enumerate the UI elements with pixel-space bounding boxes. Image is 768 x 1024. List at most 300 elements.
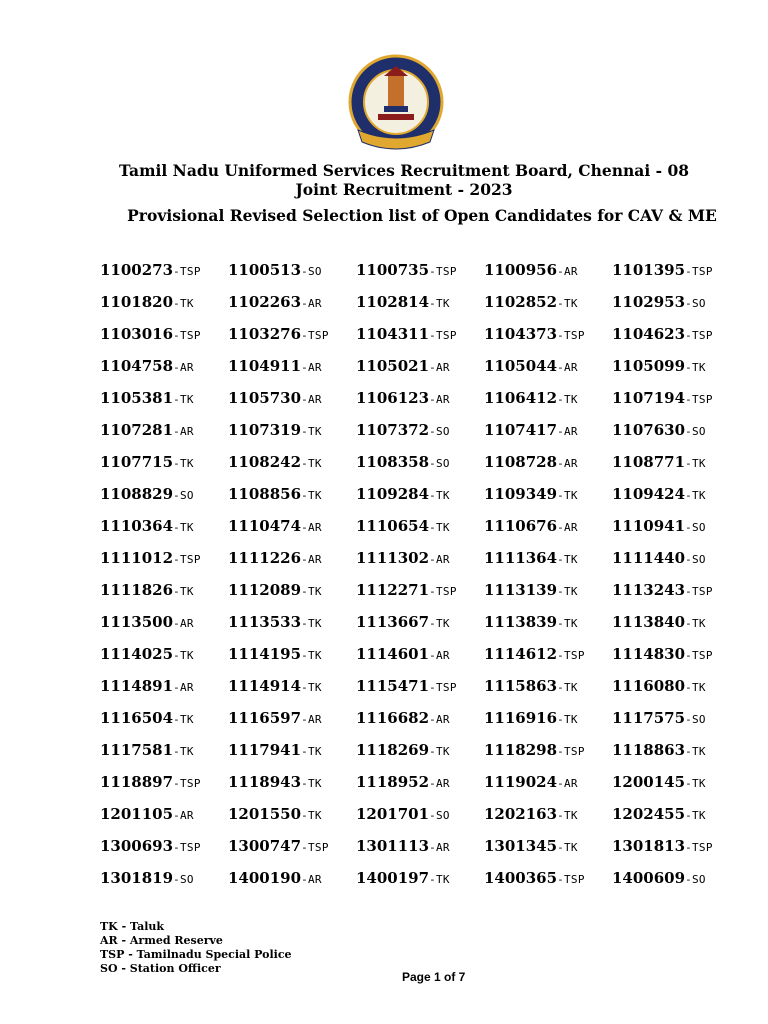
candidate-entry (100, 484, 228, 516)
candidate-entry (228, 388, 356, 420)
candidate-entry (228, 548, 356, 580)
unit-code: -AR (429, 649, 450, 662)
roll-number: 1107417 (484, 421, 558, 439)
unit-code: -TSP (301, 841, 329, 854)
candidate-entry (228, 836, 356, 868)
candidate-entry (612, 612, 730, 644)
candidate-entry (356, 292, 484, 324)
unit-code: -AR (173, 809, 194, 822)
candidate-entry (356, 772, 484, 804)
candidate-entry (228, 580, 356, 612)
candidate-entry (100, 292, 228, 324)
roll-number: 1110941 (612, 517, 686, 535)
roll-number: 1119024 (484, 773, 558, 791)
candidate-entry (100, 804, 228, 836)
roll-number: 1201550 (228, 805, 302, 823)
unit-code: -SO (429, 457, 450, 470)
candidate-entry (100, 388, 228, 420)
roll-number: 1111826 (100, 581, 174, 599)
roll-number: 1104311 (356, 325, 430, 343)
roll-number: 1117581 (100, 741, 174, 759)
roll-number: 1107630 (612, 421, 686, 439)
unit-code: -SO (173, 489, 194, 502)
roll-number: 1112271 (356, 581, 430, 599)
roll-number: 1114891 (100, 677, 174, 695)
roll-number: 1110676 (484, 517, 558, 535)
roll-number: 1116916 (484, 709, 558, 727)
roll-number: 1202163 (484, 805, 558, 823)
roll-number: 1104623 (612, 325, 686, 343)
candidate-entry (484, 676, 612, 708)
unit-code: -TK (429, 873, 450, 886)
candidate-entry (228, 644, 356, 676)
unit-code: -AR (557, 777, 578, 790)
candidate-entry (356, 708, 484, 740)
unit-code: -TK (301, 617, 322, 630)
unit-code: -AR (557, 361, 578, 374)
roll-number: 1114601 (356, 645, 430, 663)
candidate-entry (612, 676, 730, 708)
unit-code: -TK (557, 489, 578, 502)
candidate-entry (612, 484, 730, 516)
candidate-entry (100, 580, 228, 612)
unit-code: -TSP (685, 393, 713, 406)
unit-code: -TK (685, 361, 706, 374)
tnusrb-emblem-logo (344, 52, 448, 156)
roll-number: 1104911 (228, 357, 302, 375)
candidate-entry (228, 260, 356, 292)
roll-number: 1100956 (484, 261, 558, 279)
candidate-entry (484, 324, 612, 356)
roll-number: 1102852 (484, 293, 558, 311)
candidate-entry (228, 452, 356, 484)
roll-number: 1105021 (356, 357, 430, 375)
roll-number: 1106412 (484, 389, 558, 407)
unit-code: -TK (301, 425, 322, 438)
candidate-entry (484, 804, 612, 836)
roll-number: 1100273 (100, 261, 174, 279)
unit-code: -AR (429, 841, 450, 854)
candidate-entry (356, 452, 484, 484)
candidate-entry (484, 868, 612, 900)
candidate-entry (484, 356, 612, 388)
candidate-entry (612, 420, 730, 452)
unit-code: -SO (685, 297, 706, 310)
candidate-entry (612, 516, 730, 548)
roll-number: 1118298 (484, 741, 558, 759)
roll-number: 1102263 (228, 293, 302, 311)
unit-code: -TSP (685, 265, 713, 278)
roll-number: 1102953 (612, 293, 686, 311)
candidate-entry (100, 644, 228, 676)
roll-number: 1107715 (100, 453, 174, 471)
unit-code: -TK (429, 521, 450, 534)
candidate-entry (100, 356, 228, 388)
unit-code: -TK (301, 457, 322, 470)
unit-code: -SO (685, 713, 706, 726)
candidate-entry (484, 612, 612, 644)
list-title: Provisional Revised Selection list of Open Candidates for CAV & ME (127, 206, 717, 225)
candidate-entry (484, 548, 612, 580)
candidate-entry (356, 804, 484, 836)
roll-number: 1301345 (484, 837, 558, 855)
roll-number: 1400190 (228, 869, 302, 887)
roll-number: 1400365 (484, 869, 558, 887)
roll-number: 1118269 (356, 741, 430, 759)
unit-code: -TSP (429, 329, 457, 342)
roll-number: 1110654 (356, 517, 430, 535)
candidate-entry (228, 868, 356, 900)
candidate-entry (356, 644, 484, 676)
unit-code: -TSP (557, 649, 585, 662)
candidate-entry (612, 836, 730, 868)
unit-code: -AR (557, 457, 578, 470)
unit-code: -TK (173, 393, 194, 406)
roll-number: 1105381 (100, 389, 174, 407)
unit-code: -AR (173, 425, 194, 438)
unit-code: -AR (557, 425, 578, 438)
roll-number: 1105044 (484, 357, 558, 375)
candidate-entry (356, 484, 484, 516)
candidate-entry (612, 324, 730, 356)
roll-number: 1105730 (228, 389, 302, 407)
candidate-entry (484, 420, 612, 452)
roll-number: 1104373 (484, 325, 558, 343)
unit-code: -TSP (685, 585, 713, 598)
roll-number: 1104758 (100, 357, 174, 375)
candidate-entry (612, 388, 730, 420)
candidate-entry (612, 804, 730, 836)
unit-code: -TSP (429, 681, 457, 694)
candidate-entry (484, 388, 612, 420)
roll-number: 1108242 (228, 453, 302, 471)
candidate-entry (100, 516, 228, 548)
roll-number: 1116504 (100, 709, 174, 727)
legend (100, 920, 292, 976)
candidate-entry (228, 612, 356, 644)
candidate-entry (228, 708, 356, 740)
roll-number: 1115471 (356, 677, 430, 695)
candidate-entry (612, 644, 730, 676)
candidate-entry (228, 420, 356, 452)
unit-code: -TK (685, 681, 706, 694)
roll-number: 1201701 (356, 805, 430, 823)
unit-code: -SO (685, 425, 706, 438)
roll-number: 1109284 (356, 485, 430, 503)
candidate-entry (100, 740, 228, 772)
page-number: Page 1 of 7 (402, 970, 466, 984)
roll-number: 1100513 (228, 261, 302, 279)
unit-code: -TK (557, 553, 578, 566)
unit-code: -TK (557, 713, 578, 726)
unit-code: -TK (173, 297, 194, 310)
roll-number: 1200145 (612, 773, 686, 791)
roll-number: 1111302 (356, 549, 430, 567)
roll-number: 1110364 (100, 517, 174, 535)
candidate-entry (228, 324, 356, 356)
unit-code: -AR (301, 297, 322, 310)
candidate-entry (100, 612, 228, 644)
unit-code: -AR (557, 265, 578, 278)
legend-tk: TK - Taluk (100, 920, 165, 933)
candidate-entry (484, 580, 612, 612)
roll-number: 1118952 (356, 773, 430, 791)
candidate-entry (612, 356, 730, 388)
unit-code: -AR (429, 361, 450, 374)
roll-number: 1114830 (612, 645, 686, 663)
candidate-entry (356, 356, 484, 388)
unit-code: -AR (301, 873, 322, 886)
candidate-entry (612, 868, 730, 900)
candidate-entry (356, 516, 484, 548)
candidate-entry (484, 292, 612, 324)
candidate-entry (228, 740, 356, 772)
unit-code: -TK (685, 745, 706, 758)
candidate-entry (100, 772, 228, 804)
roll-number: 1107194 (612, 389, 686, 407)
roll-number: 1300747 (228, 837, 302, 855)
roll-number: 1113139 (484, 581, 558, 599)
unit-code: -TK (685, 489, 706, 502)
unit-code: -TSP (301, 329, 329, 342)
candidate-entry (228, 484, 356, 516)
roll-number: 1108829 (100, 485, 174, 503)
unit-code: -TSP (685, 649, 713, 662)
unit-code: -TSP (557, 329, 585, 342)
roll-number: 1300693 (100, 837, 174, 855)
candidate-entry (356, 740, 484, 772)
unit-code: -AR (301, 521, 322, 534)
roll-number: 1116682 (356, 709, 430, 727)
unit-code: -TK (173, 585, 194, 598)
roll-number: 1109349 (484, 485, 558, 503)
candidate-entry (100, 452, 228, 484)
legend-so: SO - Station Officer (100, 962, 221, 975)
roll-number: 1117575 (612, 709, 686, 727)
roll-number: 1110474 (228, 517, 302, 535)
unit-code: -TSP (173, 841, 201, 854)
candidate-entry (100, 324, 228, 356)
roll-number: 1111364 (484, 549, 558, 567)
roll-number: 1106123 (356, 389, 430, 407)
candidate-entry (612, 740, 730, 772)
unit-code: -TSP (429, 265, 457, 278)
candidate-entry (100, 676, 228, 708)
unit-code: -TK (301, 745, 322, 758)
unit-code: -AR (429, 393, 450, 406)
roll-number: 1113840 (612, 613, 686, 631)
candidate-entry (228, 676, 356, 708)
unit-code: -TK (173, 745, 194, 758)
legend-ar: AR - Armed Reserve (100, 934, 223, 947)
unit-code: -TK (685, 777, 706, 790)
unit-code: -AR (301, 713, 322, 726)
unit-code: -SO (685, 873, 706, 886)
roll-number: 1107319 (228, 421, 302, 439)
board-title: Tamil Nadu Uniformed Services Recruitment Board, Chennai - 08 (118, 161, 690, 180)
roll-number: 1116080 (612, 677, 686, 695)
roll-number: 1301819 (100, 869, 174, 887)
unit-code: -AR (301, 553, 322, 566)
roll-number: 1301813 (612, 837, 686, 855)
candidate-entry (612, 580, 730, 612)
candidate-entry (484, 836, 612, 868)
roll-number: 1400609 (612, 869, 686, 887)
candidate-entry (356, 580, 484, 612)
candidate-entry (484, 644, 612, 676)
candidate-entry (484, 260, 612, 292)
roll-number: 1108358 (356, 453, 430, 471)
unit-code: -TK (173, 713, 194, 726)
candidate-entry (356, 676, 484, 708)
candidate-entry (356, 868, 484, 900)
roll-number: 1201105 (100, 805, 174, 823)
candidate-entry (484, 772, 612, 804)
unit-code: -TK (173, 521, 194, 534)
candidate-entry (484, 708, 612, 740)
roll-number: 1107372 (356, 421, 430, 439)
roll-number: 1108728 (484, 453, 558, 471)
unit-code: -TSP (173, 265, 201, 278)
candidate-entry (356, 260, 484, 292)
roll-number: 1112089 (228, 581, 302, 599)
roll-number: 1114025 (100, 645, 174, 663)
candidate-entry (612, 260, 730, 292)
candidate-entry (356, 548, 484, 580)
roll-number: 1113839 (484, 613, 558, 631)
candidate-entry (228, 772, 356, 804)
unit-code: -TK (429, 489, 450, 502)
roll-number: 1105099 (612, 357, 686, 375)
roll-number: 1109424 (612, 485, 686, 503)
roll-number: 1113667 (356, 613, 430, 631)
unit-code: -SO (685, 553, 706, 566)
unit-code: -TSP (685, 329, 713, 342)
unit-code: -AR (557, 521, 578, 534)
roll-number: 1103276 (228, 325, 302, 343)
unit-code: -TK (557, 809, 578, 822)
roll-number: 1111440 (612, 549, 686, 567)
unit-code: -TK (557, 617, 578, 630)
roll-number: 1114612 (484, 645, 558, 663)
roll-number: 1114195 (228, 645, 302, 663)
unit-code: -AR (173, 361, 194, 374)
roll-number: 1101820 (100, 293, 174, 311)
selection-list-grid (100, 260, 730, 900)
roll-number: 1118943 (228, 773, 302, 791)
unit-code: -TK (173, 649, 194, 662)
candidate-entry (484, 740, 612, 772)
candidate-entry (356, 612, 484, 644)
roll-number: 1101395 (612, 261, 686, 279)
unit-code: -TK (557, 681, 578, 694)
unit-code: -TSP (685, 841, 713, 854)
unit-code: -TK (301, 649, 322, 662)
unit-code: -SO (301, 265, 322, 278)
roll-number: 1103016 (100, 325, 174, 343)
unit-code: -TK (301, 681, 322, 694)
unit-code: -TSP (173, 553, 201, 566)
roll-number: 1202455 (612, 805, 686, 823)
unit-code: -SO (685, 521, 706, 534)
candidate-entry (356, 420, 484, 452)
unit-code: -TK (429, 745, 450, 758)
roll-number: 1114914 (228, 677, 302, 695)
roll-number: 1111226 (228, 549, 302, 567)
roll-number: 1118897 (100, 773, 174, 791)
roll-number: 1113533 (228, 613, 302, 631)
unit-code: -TK (429, 297, 450, 310)
unit-code: -TK (557, 585, 578, 598)
roll-number: 1118863 (612, 741, 686, 759)
candidate-entry (356, 388, 484, 420)
unit-code: -SO (429, 809, 450, 822)
candidate-entry (100, 868, 228, 900)
recruitment-title: Joint Recruitment - 2023 (295, 180, 513, 199)
unit-code: -TK (685, 457, 706, 470)
unit-code: -AR (173, 681, 194, 694)
legend-tsp: TSP - Tamilnadu Special Police (100, 948, 292, 961)
candidate-entry (612, 772, 730, 804)
unit-code: -TK (301, 809, 322, 822)
unit-code: -TK (685, 809, 706, 822)
unit-code: -AR (173, 617, 194, 630)
roll-number: 1400197 (356, 869, 430, 887)
candidate-entry (484, 452, 612, 484)
roll-number: 1111012 (100, 549, 174, 567)
unit-code: -TSP (557, 745, 585, 758)
candidate-entry (612, 292, 730, 324)
unit-code: -TK (557, 841, 578, 854)
roll-number: 1301113 (356, 837, 430, 855)
candidate-entry (228, 356, 356, 388)
candidate-entry (100, 420, 228, 452)
candidate-entry (228, 292, 356, 324)
unit-code: -TSP (173, 777, 201, 790)
unit-code: -TK (557, 297, 578, 310)
candidate-entry (100, 836, 228, 868)
unit-code: -AR (429, 777, 450, 790)
unit-code: -TK (685, 617, 706, 630)
unit-code: -SO (173, 873, 194, 886)
roll-number: 1107281 (100, 421, 174, 439)
unit-code: -TK (301, 489, 322, 502)
candidate-entry (612, 548, 730, 580)
unit-code: -SO (429, 425, 450, 438)
roll-number: 1102814 (356, 293, 430, 311)
roll-number: 1116597 (228, 709, 302, 727)
unit-code: -TSP (557, 873, 585, 886)
roll-number: 1108856 (228, 485, 302, 503)
unit-code: -TK (557, 393, 578, 406)
candidate-entry (100, 708, 228, 740)
candidate-entry (228, 804, 356, 836)
candidate-entry (100, 548, 228, 580)
unit-code: -TK (301, 777, 322, 790)
candidate-entry (356, 324, 484, 356)
candidate-entry (484, 516, 612, 548)
roll-number: 1113243 (612, 581, 686, 599)
unit-code: -TK (429, 617, 450, 630)
roll-number: 1100735 (356, 261, 430, 279)
unit-code: -TK (301, 585, 322, 598)
roll-number: 1117941 (228, 741, 302, 759)
candidate-entry (228, 516, 356, 548)
unit-code: -AR (301, 393, 322, 406)
candidate-entry (484, 484, 612, 516)
candidate-entry (356, 836, 484, 868)
unit-code: -TSP (173, 329, 201, 342)
